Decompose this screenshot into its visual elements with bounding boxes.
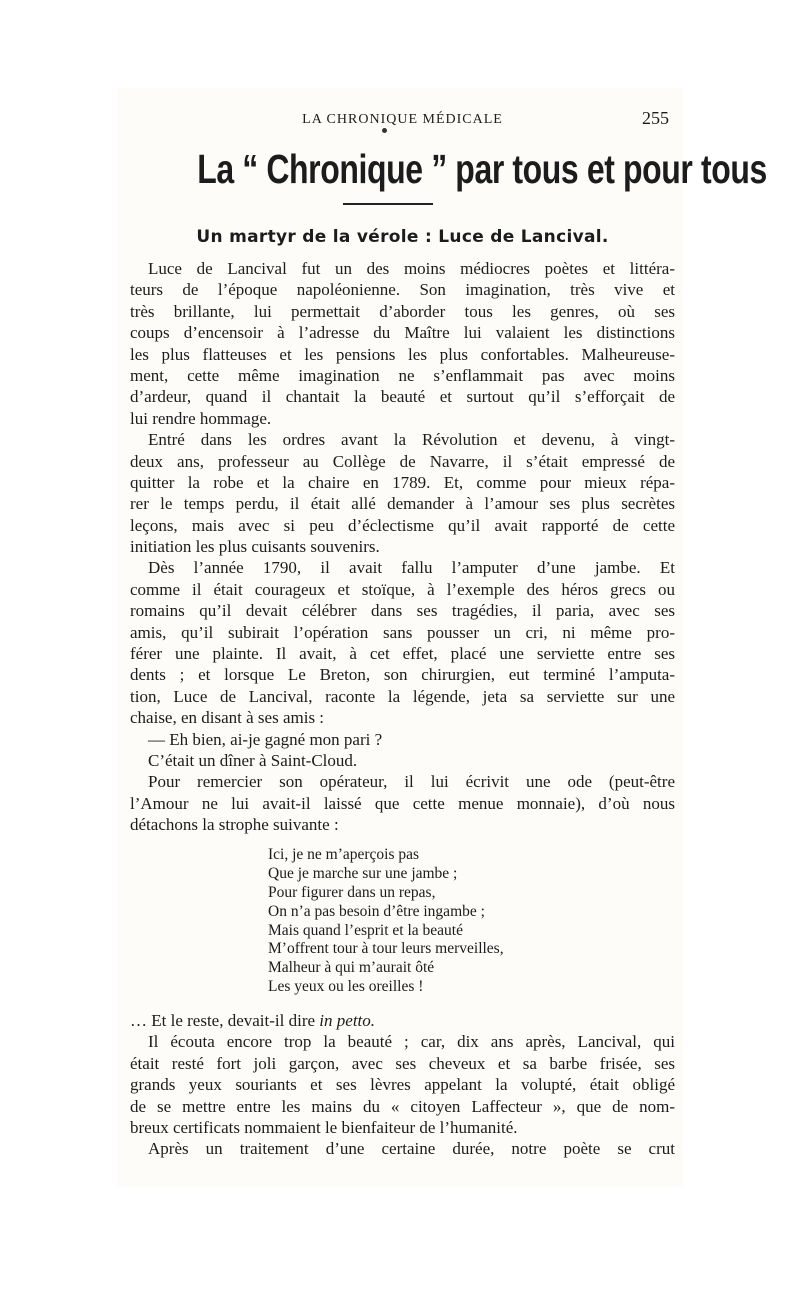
text-line: quitter la robe et la chaire en 1789. Et, comme pour mieux répa- bbox=[130, 472, 675, 492]
page-number: 255 bbox=[642, 108, 669, 128]
text-line: rer le temps perdu, il était allé demander à l’amour ses plus secrètes bbox=[130, 494, 675, 514]
text-line: lui rendre hommage. bbox=[130, 408, 272, 428]
text-line: leçons, mais avec si peu d’éclectisme qu’il avait rapporté de cette bbox=[130, 515, 675, 535]
verse-line: Mais quand l’esprit et la beauté bbox=[268, 921, 463, 939]
article-title: Un martyr de la vérole : Luce de Lancival. bbox=[196, 227, 609, 247]
text-line: Pour remercier son opérateur, il lui écrivit une ode (peut-être bbox=[148, 772, 675, 792]
verse-line: Les yeux ou les oreilles ! bbox=[268, 978, 424, 996]
text-line: Entré dans les ordres avant la Révolution et devenu, à vingt- bbox=[148, 430, 675, 450]
text-line: breux certificats nommaient le bienfaiteur de l’humanité. bbox=[130, 1117, 518, 1137]
verse-line: Pour figurer dans un repas, bbox=[268, 883, 436, 901]
text-line: détachons la strophe suivante : bbox=[130, 815, 339, 835]
text-line: initiation les plus cuisants souvenirs. bbox=[130, 537, 380, 557]
text-line: amis, qu’il subirait l’opération sans pousser un cri, ni même pro- bbox=[130, 622, 675, 642]
verse-line: Ici, je ne m’aperçois pas bbox=[268, 846, 420, 863]
text-line: l’Amour ne lui avait-il laissé que cette menue monnaie), d’où nous bbox=[130, 793, 675, 813]
section-title: La “ Chronique ” par tous et pour tous bbox=[197, 146, 767, 192]
text-line: les plus flatteuses et les pensions les plus confortables. Malheureuse- bbox=[130, 344, 675, 364]
paragraph bbox=[130, 750, 675, 771]
text-line: Il écouta encore trop la beauté ; car, dix ans après, Lancival, qui bbox=[148, 1032, 675, 1052]
verse-line: On n’a pas besoin d’être ingambe ; bbox=[268, 902, 485, 920]
text-line: C’était un dîner à Saint-Cloud. bbox=[148, 750, 358, 770]
text-line: Dès l’année 1790, il avait fallu l’amputer d’une jambe. Et bbox=[148, 558, 675, 578]
ornament-dot bbox=[382, 128, 387, 133]
text-line bbox=[130, 1010, 675, 1031]
text-line: tion, Luce de Lancival, raconte la légende, jeta sa serviette sur une bbox=[130, 686, 675, 706]
verse-line: Que je marche sur une jambe ; bbox=[268, 864, 458, 882]
italic-phrase: in petto. bbox=[319, 1011, 376, 1030]
paragraph bbox=[130, 729, 675, 750]
verse-stanza bbox=[268, 846, 588, 997]
text-line: de se mettre entre les mains du « citoyen Laffecteur », que de nom- bbox=[130, 1096, 675, 1116]
text-line: — Eh bien, ai-je gagné mon pari ? bbox=[148, 729, 383, 749]
text-line: était resté fort joli garçon, avec ses cheveux et sa barbe frisée, ses bbox=[130, 1053, 675, 1073]
text-line-prefix: … Et le reste, devait-il dire bbox=[130, 1011, 320, 1030]
text-line: deux ans, professeur au Collège de Navarre, il s’était empressé de bbox=[130, 451, 675, 471]
paragraph bbox=[130, 771, 675, 835]
text-line: Après un traitement d’une certaine durée, notre poète se crut bbox=[148, 1139, 675, 1159]
text-line: férer une plainte. Il avait, à cet effet, placé une serviette entre ses bbox=[130, 644, 675, 664]
text-line: très brillante, lui permettait d’aborder tous les genres, où ses bbox=[130, 301, 675, 321]
text-line: comme il était courageux et stoïque, à l’exemple des héros grecs ou bbox=[130, 579, 675, 599]
running-head bbox=[130, 109, 675, 131]
verse-line: Malheur à qui m’aurait ôté bbox=[268, 959, 435, 977]
article-body bbox=[130, 258, 675, 836]
text-line: chaise, en disant à ses amis : bbox=[130, 708, 325, 728]
verse-line: M’offrent tour à tour leurs merveilles, bbox=[268, 940, 504, 958]
paragraph bbox=[130, 258, 675, 429]
text-line: ment, cette même imagination ne s’enflammait pas avec moins bbox=[130, 365, 675, 385]
paragraph bbox=[130, 557, 675, 728]
title-rule bbox=[343, 203, 433, 205]
paragraph bbox=[130, 429, 675, 557]
text-line: Luce de Lancival fut un des moins médiocres poètes et littéra- bbox=[148, 259, 675, 278]
text-line: dents ; et lorsque Le Breton, son chirurgien, eut terminé l’amputa- bbox=[130, 665, 675, 685]
text-line: teurs de l’époque napoléonienne. Son imagination, très vive et bbox=[130, 280, 675, 300]
text-line: coups d’encensoir à l’adresse du Maître lui valaient les distinctions bbox=[130, 323, 675, 343]
text-line: grands yeux souriants et ses lèvres appelant la volupté, était obligé bbox=[130, 1075, 675, 1095]
text-line: romains qu’il devait célébrer dans ses tragédies, il paria, avec ses bbox=[130, 601, 675, 621]
text-line: d’ardeur, quand il chantait la beauté et surtout qu’il s’efforçait de bbox=[130, 387, 675, 407]
article-body-continued bbox=[130, 1010, 675, 1160]
journal-name: LA CHRONIQUE MÉDICALE bbox=[302, 112, 503, 127]
